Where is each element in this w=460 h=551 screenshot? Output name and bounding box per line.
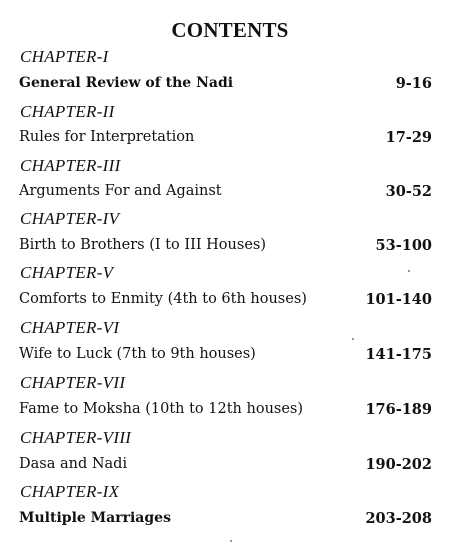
print-speck xyxy=(408,270,410,272)
chapter-title: Birth to Brothers (I to III Houses) xyxy=(19,237,266,253)
chapter-pages: 53-100 xyxy=(375,237,432,254)
chapter-title: Comforts to Enmity (4th to 6th houses) xyxy=(19,291,307,307)
chapter-title: Wife to Luck (7th to 9th houses) xyxy=(19,346,256,362)
chapter-label: CHAPTER-VIII xyxy=(20,428,132,447)
print-speck xyxy=(352,338,354,340)
chapter-title: General Review of the Nadi xyxy=(19,75,234,91)
chapter-pages: 101-140 xyxy=(365,291,432,308)
chapter-label: CHAPTER-III xyxy=(20,156,121,175)
chapter-label: CHAPTER-II xyxy=(20,102,115,121)
chapter-title: Multiple Marriages xyxy=(19,510,171,526)
chapter-pages: 190-202 xyxy=(365,456,432,473)
chapter-title: Arguments For and Against xyxy=(19,183,222,199)
chapter-label: CHAPTER-VII xyxy=(20,373,126,392)
chapter-pages: 9-16 xyxy=(395,75,432,92)
chapter-pages: 17-29 xyxy=(385,129,432,146)
chapter-pages: 30-52 xyxy=(385,183,432,200)
chapter-pages: 176-189 xyxy=(365,401,432,418)
chapter-pages: 141-175 xyxy=(365,346,432,363)
chapter-title: Dasa and Nadi xyxy=(19,456,128,472)
chapter-title: Rules for Interpretation xyxy=(19,129,195,145)
chapter-label: CHAPTER-IV xyxy=(20,209,120,228)
chapter-label: CHAPTER-IX xyxy=(20,482,120,501)
chapter-pages: 203-208 xyxy=(365,510,432,527)
chapter-label: CHAPTER-V xyxy=(20,263,114,282)
print-speck xyxy=(230,540,232,542)
chapter-label: CHAPTER-VI xyxy=(20,318,120,337)
contents-heading: CONTENTS xyxy=(171,18,289,42)
chapter-title: Fame to Moksha (10th to 12th houses) xyxy=(19,401,304,417)
chapter-label: CHAPTER-I xyxy=(20,47,109,66)
